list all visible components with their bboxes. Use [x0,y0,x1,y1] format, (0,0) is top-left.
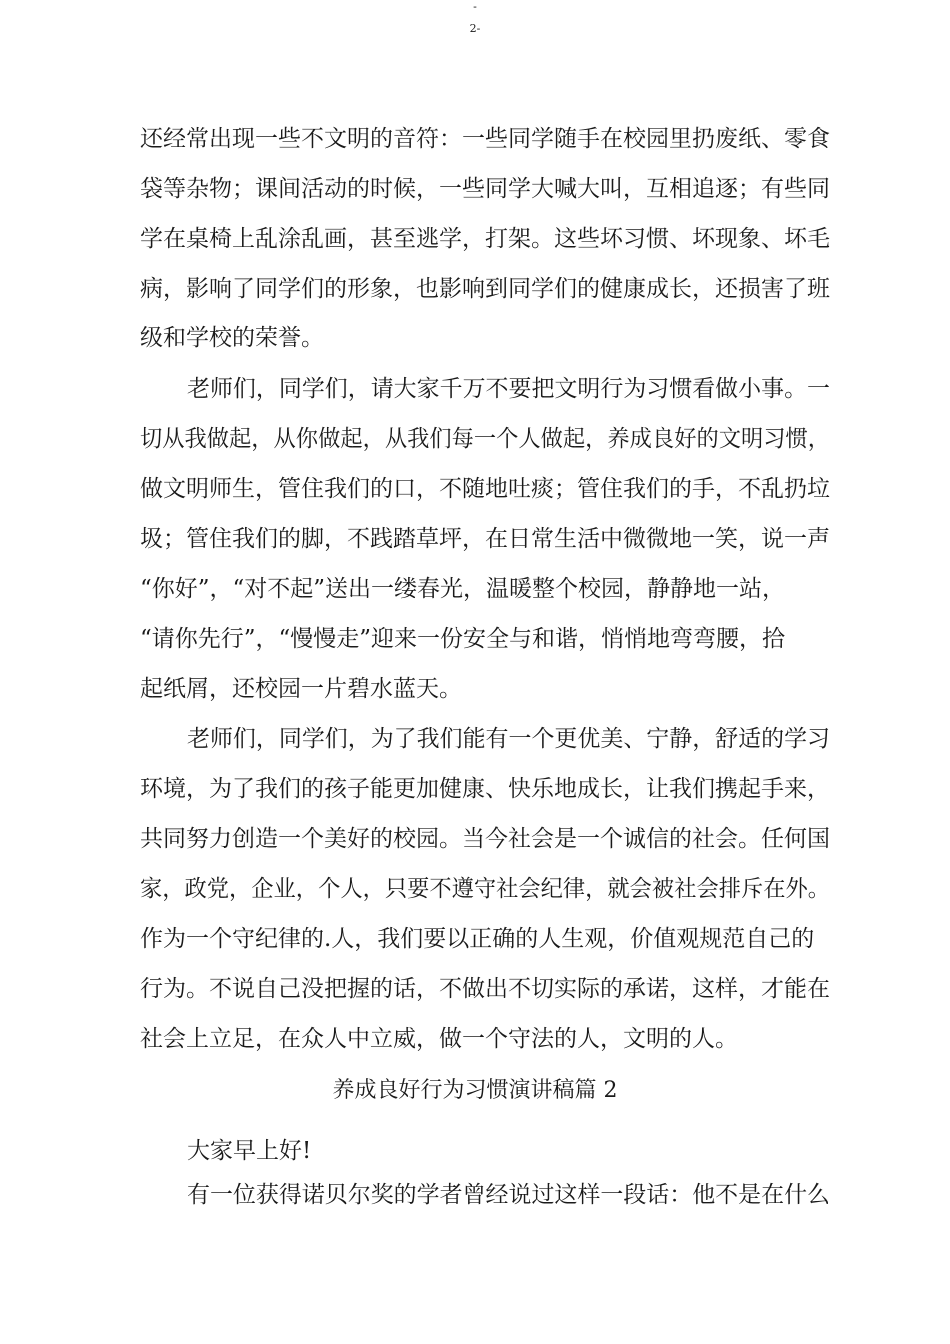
text-line: 环境，为了我们的孩子能更加健康、快乐地成长，让我们携起手来， [140,776,830,802]
text-line: 病，影响了同学们的形象，也影响到同学们的健康成长，还损害了班 [140,276,830,302]
text-line: 共同努力创造一个美好的校园。当今社会是一个诚信的社会。任何国 [140,826,830,852]
text-line: “你好”，“对不起”送出一缕春光，温暖整个校园，静静地一站， [140,576,786,602]
header-dash: - [473,0,477,13]
text-line: 圾；管住我们的脚，不践踏草坪，在日常生活中微微地一笑，说一声 [140,526,830,552]
text-line: 作为一个守纪律的.人，我们要以正确的人生观，价值观规范自己的 [140,926,815,952]
text-line: 社会上立足，在众人中立威，做一个守法的人，文明的人。 [140,1026,738,1052]
section-title: 养成良好行为习惯演讲稿篇 2 [332,1078,618,1103]
text-line: 行为。不说自己没把握的话，不做出不切实际的承诺，这样，才能在 [140,976,830,1002]
text-line: 老师们，同学们，为了我们能有一个更优美、宁静，舒适的学习 [187,726,830,752]
text-line: 切从我做起，从你做起，从我们每一个人做起，养成良好的文明习惯， [140,426,830,452]
text-line: 袋等杂物；课间活动的时候，一些同学大喊大叫，互相追逐；有些同 [140,176,830,202]
page-number: 2- [469,22,481,35]
text-line: 老师们，同学们，请大家千万不要把文明行为习惯看做小事。一 [187,376,830,402]
text-line: 有一位获得诺贝尔奖的学者曾经说过这样一段话：他不是在什么 [187,1182,830,1208]
text-line: 级和学校的荣誉。 [140,325,324,351]
text-line: “请你先行”，“慢慢走”迎来一份安全与和谐，悄悄地弯弯腰，拾 [140,626,786,652]
text-line: 起纸屑，还校园一片碧水蓝天。 [140,676,462,702]
text-line: 学在桌椅上乱涂乱画，甚至逃学，打架。这些坏习惯、坏现象、坏毛 [140,226,830,252]
text-line: 家，政党，企业，个人，只要不遵守社会纪律，就会被社会排斥在外。 [140,876,830,902]
text-line: 还经常出现一些不文明的音符：一些同学随手在校园里扔废纸、零食 [140,126,830,152]
text-line: 做文明师生，管住我们的口，不随地吐痰；管住我们的手，不乱扔垃 [140,476,830,502]
greeting-line: 大家早上好! [187,1138,312,1164]
